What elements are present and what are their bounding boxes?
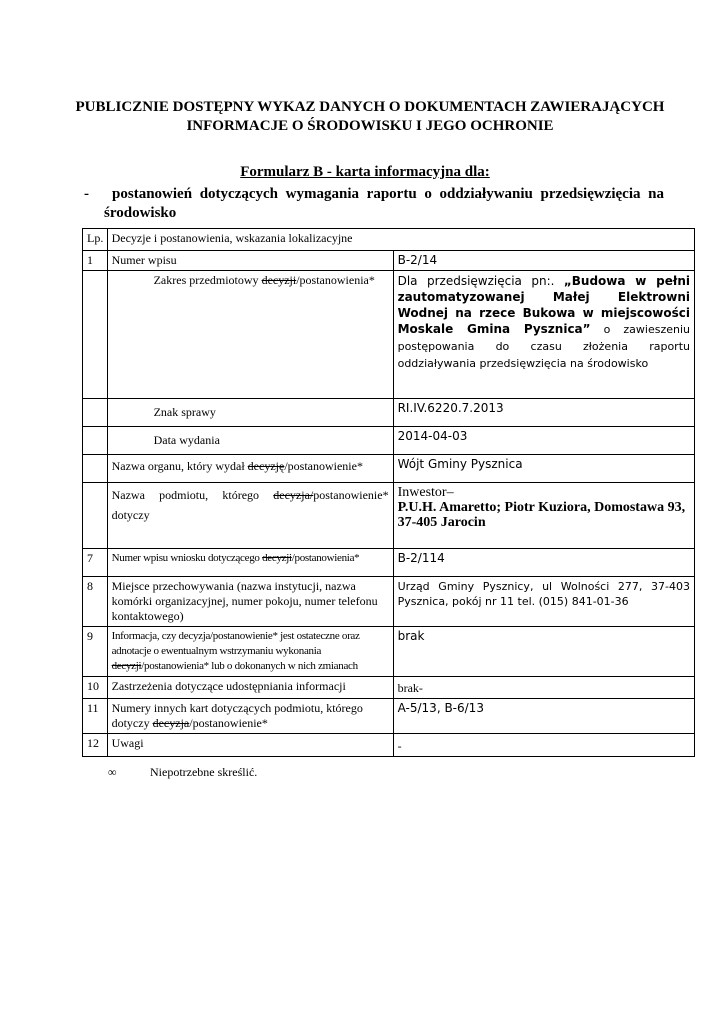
page-title <box>60 98 680 136</box>
row-value: Urząd Gminy Pysznicy, ul Wolności 277, 37-403 Pysznica, pokój nr 11 tel. (015) 841-01-36 <box>393 577 694 627</box>
row-value: RI.IV.6220.7.2013 <box>393 399 694 427</box>
table-row <box>83 549 695 577</box>
footnote-symbol: ∞ <box>108 765 117 779</box>
table-row <box>83 271 695 399</box>
row-label: Numery innych kart dotyczących podmiotu, którego dotyczy decyzja/postanowienie* <box>107 699 393 734</box>
table-row <box>83 251 695 271</box>
row-number: 1 <box>83 251 108 271</box>
row-label: Zakres przedmiotowy decyzji/postanowienia* <box>107 271 393 399</box>
row-label: Uwagi <box>107 734 393 757</box>
row-number: 10 <box>83 677 108 699</box>
row-label: Nazwa organu, który wydał decyzję/postanowienie* <box>107 455 393 483</box>
row-label: Informacja, czy decyzja/postanowienie* jest ostateczne oraz adnotacje o ewentualnym wstrzymaniu wykonania decyzji/postanowienia* lub o dokonanych w nich zmianach <box>107 627 393 677</box>
row-label: Zastrzeżenia dotyczące udostępniania informacji <box>107 677 393 699</box>
row-value: B-2/114 <box>393 549 694 577</box>
page-title-line2: INFORMACJE O ŚRODOWISKU I JEGO OCHRONIE <box>186 118 554 134</box>
row-value: brak <box>393 627 694 677</box>
row-number: 11 <box>83 699 108 734</box>
row-value: A-5/13, B-6/13 <box>393 699 694 734</box>
row-label: Nazwa podmiotu, którego decyzja/postanowienie* dotyczy <box>107 483 393 549</box>
table-header-row <box>83 229 695 251</box>
lp-header: Lp. <box>83 229 108 251</box>
table-row <box>83 577 695 627</box>
section-header: Decyzje i postanowienia, wskazania lokalizacyjne <box>107 229 694 251</box>
row-number: 8 <box>83 577 108 627</box>
row-value: Wójt Gminy Pysznica <box>393 455 694 483</box>
row-label: Znak sprawy <box>107 399 393 427</box>
table-row <box>83 677 695 699</box>
table-row <box>83 734 695 757</box>
table-row <box>83 699 695 734</box>
row-label: Numer wpisu <box>107 251 393 271</box>
info-table <box>82 228 695 757</box>
row-number: 7 <box>83 549 108 577</box>
table-row <box>83 483 695 549</box>
page-title-line1: PUBLICZNIE DOSTĘPNY WYKAZ DANYCH O DOKUMENTACH ZAWIERAJĄCYCH <box>75 99 665 115</box>
footnote <box>108 765 257 780</box>
footnote-text: Niepotrzebne skreślić. <box>150 765 258 779</box>
row-value: 2014-04-03 <box>393 427 694 455</box>
row-value: Dla przedsięwzięcia pn:. „Budowa w pełni zautomatyzowanej Małej Elektrowni Wodnej na rzece Bukowa w miejscowości Moskale Gmina Pysznica” o zawieszeniu postępowania do czasu złożenia raportu oddziaływania przedsięwzięcia na środowisko <box>393 271 694 399</box>
row-number <box>83 483 108 549</box>
subtitle-text: postanowień dotyczących wymagania raportu o oddziaływaniu przedsięwzięcia na środowisko <box>104 186 665 221</box>
row-number <box>83 455 108 483</box>
row-value: - <box>393 734 694 757</box>
row-label: Miejsce przechowywania (nazwa instytucji, nazwa komórki organizacyjnej, numer pokoju, numer telefonu kontaktowego) <box>107 577 393 627</box>
table-row <box>83 427 695 455</box>
row-number <box>83 427 108 455</box>
form-subtitle <box>84 185 664 223</box>
table-row <box>83 399 695 427</box>
row-number: 9 <box>83 627 108 677</box>
row-number <box>83 399 108 427</box>
row-value: Inwestor– P.U.H. Amaretto; Piotr Kuziora, Domostawa 93, 37-405 Jarocin <box>393 483 694 549</box>
row-value: B-2/14 <box>393 251 694 271</box>
table-row <box>83 627 695 677</box>
row-label: Data wydania <box>107 427 393 455</box>
row-number <box>83 271 108 399</box>
row-value: brak- <box>393 677 694 699</box>
table-row <box>83 455 695 483</box>
row-number: 12 <box>83 734 108 757</box>
form-title: Formularz B - karta informacyjna dla: <box>240 164 490 180</box>
row-label: Numer wpisu wniosku dotyczącego decyzji/postanowienia* <box>107 549 393 577</box>
subtitle-dash: - <box>84 186 89 202</box>
